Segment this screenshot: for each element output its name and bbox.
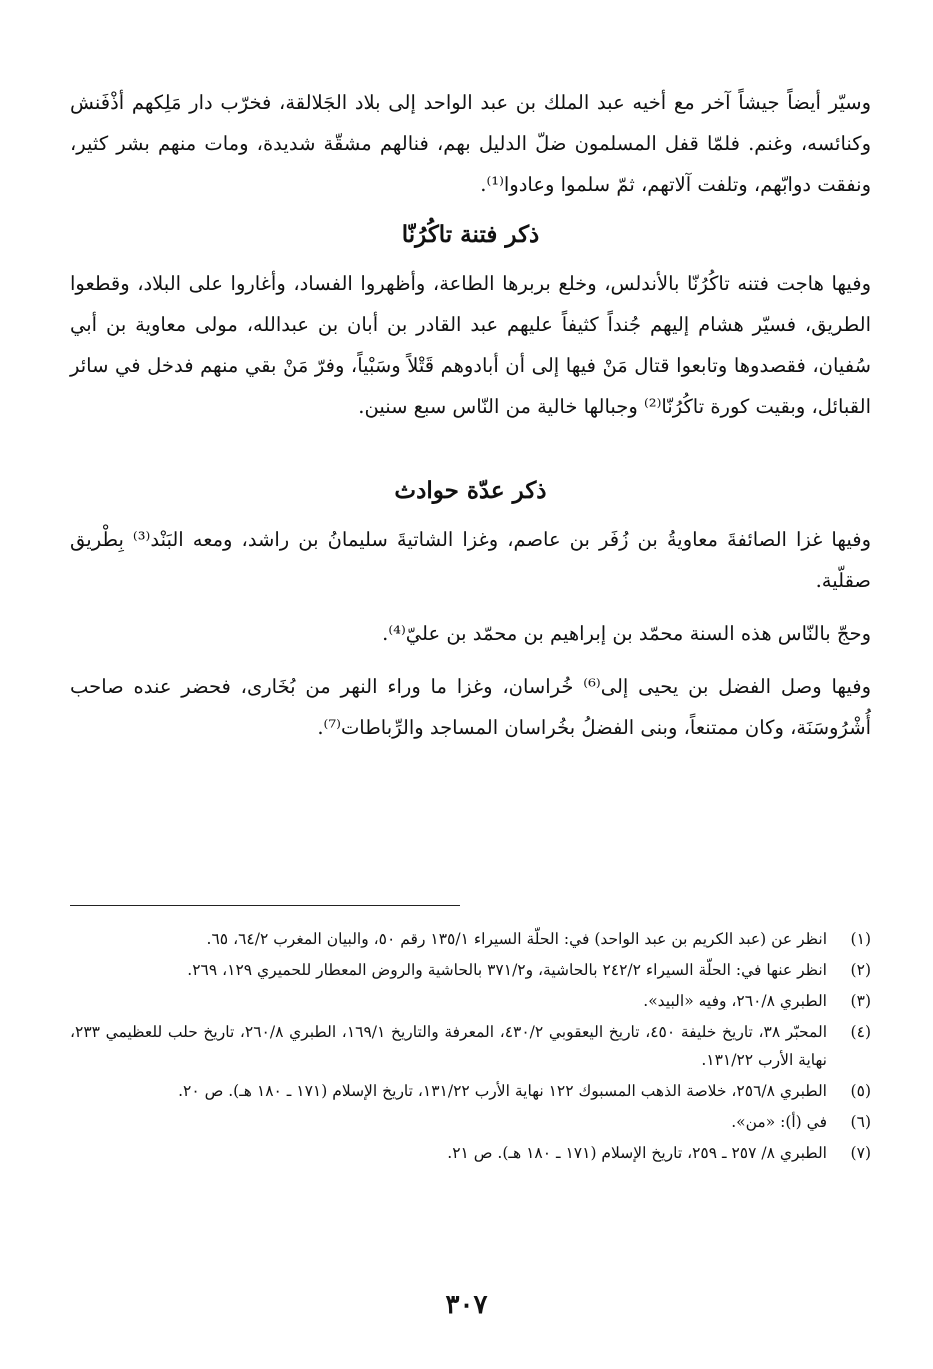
footnote-number: (٢) xyxy=(850,961,871,979)
footnote-text: الطبري ٢٦٠/٨، وفيه «البيد». xyxy=(643,992,827,1010)
footnote-item xyxy=(70,956,871,984)
footnote-number: (٣) xyxy=(850,992,871,1010)
footnote-divider xyxy=(70,905,460,906)
footnote-item xyxy=(70,1139,871,1167)
footnote-text: المحبّر ٣٨، تاريخ خليفة ٤٥٠، تاريخ اليعقوبي ٤٣٠/٢، المعرفة والتاريخ ١٦٩/١، الطبري ٢٦٠/٨، تاريخ حلب للعظيمي ٢٣٣، نهاية الأرب ١٣١/٢٢. xyxy=(70,1023,828,1069)
footnote-item xyxy=(70,987,871,1015)
section-heading-events: ذكر عدّة حوادث xyxy=(394,477,547,504)
section-heading-takuruna: ذكر فتنة تاكُرُنّا xyxy=(401,221,540,248)
footnote-text: انظر عنها في: الحلّة السيراء ٢٤٢/٢ بالحاشية، و٣٧١/٢ بالحاشية والروض المعطار للحميري ١٢٩، ٢٦٩. xyxy=(187,961,827,979)
footnote-item xyxy=(70,1018,871,1074)
footnote-text: انظر عن (عبد الكريم بن عبد الواحد) في: الحلّة السيراء ١٣٥/١ رقم ٥٠، والبيان المغرب ٦٤/٢، ٦٥. xyxy=(206,930,827,948)
paragraph-fadl-khurasan: وفيها وصل الفضل بن يحيى إلى⁽⁶⁾ خُراسان، وغزا ما وراء النهر من بُخَارى، فحضر عنده صاحب أُشْرُوسَنَة، وكان ممتنعاً، وبنى الفضلُ بخُراسان المساجد والرِّباطات⁽⁷⁾. xyxy=(70,675,871,739)
footnote-text: الطبري ٨/ ٢٥٧ ـ ٢٥٩، تاريخ الإسلام (١٧١ ـ ١٨٠ هـ). ص ٢١. xyxy=(447,1144,827,1162)
paragraph-army-galicia: وسيّر أيضاً جيشاً آخر مع أخيه عبد الملك بن عبد الواحد إلى بلاد الجَلالقة، فخرّب دار مَلِكهم أذْفَنش وكنائسه، وغنم. فلمّا قفل المسلمون ضلّ الدليل بهم، فنالهم مشقّة شديدة، ومات منهم بشر كثير، ونفقت دوابّهم، وتلفت آلاتهم، ثمّ سلموا وعادوا⁽¹⁾. xyxy=(70,91,871,196)
footnote-text: في (أ): «من». xyxy=(731,1113,827,1131)
footnotes xyxy=(70,925,871,1170)
paragraph-takuruna-revolt: وفيها هاجت فتنه تاكُرُنّا بالأندلس، وخلع بربرها الطاعة، وأظهروا الفساد، وأغاروا على البلاد، وقطعوا الطريق، فسيّر هشام إليهم جُنداً كثيفاً عليهم عبد القادر بن أبان بن عبدالله، مولى معاوية بن أبي سُفيان، فقصدوها وتابعوا قتال مَنْ فيها إلى أن أبادوهم قَتْلاً وسَبْياً، وفرّ مَنْ بقي منهم فدخل في سائر القبائل، وبقيت كورة تاكُرُنّا⁽²⁾ وجبالها خالية من النّاس سبع سنين. xyxy=(70,272,871,418)
footnote-item xyxy=(70,1108,871,1136)
footnote-number: (٥) xyxy=(850,1082,871,1100)
footnote-number: (٦) xyxy=(850,1113,871,1131)
footnote-text: الطبري ٢٥٦/٨، خلاصة الذهب المسبوك ١٢٢ نهاية الأرب ١٣١/٢٢، تاريخ الإسلام (١٧١ ـ ١٨٠ هـ). ص ٢٠. xyxy=(178,1082,827,1100)
footnote-item xyxy=(70,925,871,953)
main-text xyxy=(70,82,871,748)
footnote-number: (٤) xyxy=(850,1023,871,1041)
page-number: ٣٠٧ xyxy=(445,1290,488,1320)
paragraph-summer-campaign: وفيها غزا الصائفةَ معاويةُ بن زُفَر بن عاصم، وغزا الشاتيةَ سليمانُ بن راشد، ومعه البَنْد⁽³⁾ بِطْريق صقلّية. xyxy=(70,528,871,592)
footnote-number: (٧) xyxy=(850,1144,871,1162)
footnote-item xyxy=(70,1077,871,1105)
footnote-number: (١) xyxy=(850,930,871,948)
paragraph-pilgrimage: وحجّ بالنّاس هذه السنة محمّد بن إبراهيم بن محمّد بن عليّ⁽⁴⁾. xyxy=(382,622,871,645)
